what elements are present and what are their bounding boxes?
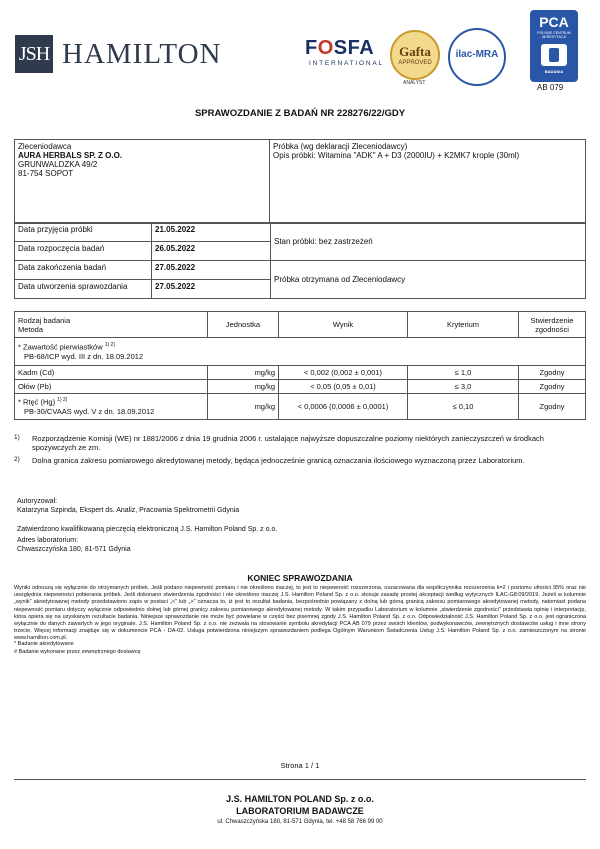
client-cell xyxy=(15,140,270,224)
group-method: PB-68/ICP wyd. III z dn. 18.09.2012 xyxy=(24,351,144,361)
header-criterion: Kryterium xyxy=(408,312,519,338)
mercury-sup: 1) 2) xyxy=(57,397,68,404)
client-sample-table xyxy=(14,139,586,224)
results-table xyxy=(14,311,586,420)
group-sup: 1) 2) xyxy=(104,342,115,349)
footnote-num: 1) xyxy=(14,434,20,441)
gafta-analyst: ANALYST xyxy=(403,80,426,86)
client-city: 81-754 SOPOT xyxy=(18,169,74,178)
row-name: Kadm (Cd) xyxy=(15,366,208,380)
group-row xyxy=(15,338,586,366)
disclaimer: Wyniki odnoszą się wyłącznie do otrzymanych próbek. Jeśli podano niepewność pomiaru i nie określono inaczej, to jest to niepewność rozszerzona, oszacowana dla współczynnika rozszerzenia k=2 i poziomu ufności 95% oraz nie uwzględnia niepewności pobierania próbek. Jeśli dokonano stwierdzenia zgodności i nie określono inaczej J.S. Hamilton Poland Sp. z o.o. stosuje zasadę prostej akceptacji według wytycznych ILAC-G8:09/2019. Jeżeli w kolumnie „wynik” akredytowanej metody przedstawiono zapis w postaci „<” lub „>” oznacza to, iż jest to rezultat badania, bezpośrednio powiązany z dolną lub górną granicą zakresu pomiarowego akredytowanej metody, natomiast podana niepewność pomiaru dotyczy wyłącznie odpowiednio dolnej lub górnej granicy zakresu pomiarowego akredytowanej metody. W takim przypadku Laboratorium w kolumnie „stwierdzenie zgodności” przedstawia opinię i interpretację, która opiera się na uzyskanym rezultacie badania. Niniejsze sprawozdanie nie może być powielane w części bez pisemnej zgody J.S. Hamilton Poland Sp. z o.o. Odpowiedzialność J.S. Hamilton Poland Sp. z o.o. jest ograniczona wyłącznie do danych zawartych w jego oryginale. J.S. Hamilton Poland Sp. z o.o. nie zezwala na stosowanie symbolu akredytacji PCA AB 079 przez swoich klientów, podwykonawców, zewnętrznych dostawców usług i inne strony trzecie. Więcej informacji znajduje się w dokumencie PCA - DA-02. Usługa potwierdzona niniejszym sprawozdaniem podlega Ogólnym Warunkom Świadczenia Usług J.S. Hamilton Poland Sp. z o.o. zamieszczonym na stronie www.hamilton.com.pl. xyxy=(14,585,586,642)
table-row xyxy=(15,380,586,394)
pca-badania: BADANIA xyxy=(544,69,564,74)
mercury-cell xyxy=(15,394,208,420)
sample-label: Próbka (wg deklaracji Zleceniodawcy) xyxy=(273,142,408,151)
pca-name: PCA xyxy=(539,14,569,30)
date-value: 26.05.2022 xyxy=(152,242,271,261)
jsh-logo: JSH xyxy=(15,35,53,73)
header-conformity xyxy=(519,312,586,338)
row-unit: mg/kg xyxy=(208,394,279,420)
header-type-line1: Rodzaj badania xyxy=(18,315,71,325)
row-conformity: Zgodny xyxy=(519,366,586,380)
fosfa-logo-f: F xyxy=(305,37,318,59)
footer-divider xyxy=(14,779,586,780)
company-logo-text: HAMILTON xyxy=(62,38,222,70)
sample-cell xyxy=(270,140,586,224)
row-conformity: Zgodny xyxy=(519,380,586,394)
gafta-approved: APPROVED xyxy=(398,60,432,66)
row-result: < 0,0006 (0,0006 ± 0,0001) xyxy=(279,394,408,420)
report-title: SPRAWOZDANIE Z BADAŃ NR 228276/22/GDY xyxy=(194,108,406,119)
header-conformity-line1: Stwierdzenie xyxy=(530,315,574,325)
dates-table xyxy=(14,222,586,299)
pca-emblem-icon xyxy=(541,44,567,66)
date-label: Data utworzenia sprawozdania xyxy=(15,280,152,299)
date-label: Data zakończenia badań xyxy=(15,261,152,280)
footnote-num: 2) xyxy=(14,456,20,463)
seal-note: Zatwierdzono kwalifikowaną pieczęcią elektroniczną J.S. Hamilton Poland Sp. z o.o. xyxy=(17,526,278,533)
row-unit: mg/kg xyxy=(208,366,279,380)
group-cell xyxy=(15,338,586,366)
authorized-label: Autoryzował: xyxy=(17,498,58,505)
table-row xyxy=(15,394,586,420)
client-label: Zleceniodawca xyxy=(18,142,72,151)
date-label: Data przyjęcia próbki xyxy=(15,223,152,242)
end-title: KONIEC SPRAWOZDANIA xyxy=(247,573,353,583)
fosfa-logo-sfa: SFA xyxy=(333,37,375,59)
pca-accreditation-logo xyxy=(530,10,578,82)
header-conformity-line2: zgodności xyxy=(535,324,569,334)
footer-company: J.S. HAMILTON POLAND Sp. z o.o. xyxy=(226,794,374,804)
pca-subtitle: POLSKIE CENTRUM AKREDYTACJI xyxy=(537,31,571,39)
date-value: 27.05.2022 xyxy=(152,261,271,280)
gafta-seal xyxy=(390,30,440,80)
authorized-person: Katarzyna Szpinda, Ekspert ds. Analiz, Pracownia Spektrometrii Gdynia xyxy=(17,507,240,514)
row-unit: mg/kg xyxy=(208,380,279,394)
footnote-text: Dolna granica zakresu pomiarowego akredytowanej metody, będąca jednocześnie granicą oznaczania ilościowego wyznaczoną przez Laboratorium. xyxy=(32,456,525,465)
row-result: < 0,002 (0,002 ± 0,001) xyxy=(279,366,408,380)
row-criterion: ≤ 0,10 xyxy=(408,394,519,420)
date-value: 21.05.2022 xyxy=(152,223,271,242)
footnote-1 xyxy=(14,434,586,452)
accreditation-number: AB 079 xyxy=(537,83,564,92)
ilac-mra-seal xyxy=(448,28,506,86)
footer-lab: LABORATORIUM BADAWCZE xyxy=(236,806,364,816)
footnote-2 xyxy=(14,456,586,465)
row-name: Ołów (Pb) xyxy=(15,380,208,394)
legend-accredited: * Badanie akredytowane xyxy=(14,641,74,647)
sample-origin: Próbka otrzymana od Zleceniodawcy xyxy=(271,261,586,299)
footer-address: ul. Chwaszczyńska 180, 81-571 Gdynia, tel. +48 58 766 99 00 xyxy=(217,819,383,825)
sample-state: Stan próbki: bez zastrzeżeń xyxy=(271,223,586,261)
fosfa-sub: INTERNATIONAL xyxy=(309,60,384,67)
fosfa-logo-o: O xyxy=(317,37,334,59)
fosfa-logo xyxy=(305,37,374,60)
results-header-row xyxy=(15,312,586,338)
header-type-line2: Metoda xyxy=(18,324,44,334)
footnote-text: Rozporządzenie Komisji (WE) nr 1881/2006 z dnia 19 grudnia 2006 r. ustalające najwyższe dopuszczalne poziomy niektórych zanieczyszczeń w środkach spożywczych ze zm. xyxy=(32,434,544,452)
row-criterion: ≤ 3,0 xyxy=(408,380,519,394)
row-result: < 0,05 (0,05 ± 0,01) xyxy=(279,380,408,394)
lab-label: Adres laboratorium: xyxy=(17,537,79,544)
table-row xyxy=(15,366,586,380)
row-criterion: ≤ 1,0 xyxy=(408,366,519,380)
row-conformity: Zgodny xyxy=(519,394,586,420)
page-number: Strona 1 / 1 xyxy=(280,761,320,770)
legend-external: # Badanie wykonane przez zewnętrznego dostawcę xyxy=(14,649,141,655)
mercury-method: PB-30/CVAAS wyd. V z dn. 18.09.2012 xyxy=(24,406,155,416)
gafta-name: Gafta xyxy=(399,44,431,59)
ilac-mra-text: ilac-MRA xyxy=(455,49,499,60)
date-label: Data rozpoczęcia badań xyxy=(15,242,152,261)
header-type xyxy=(15,312,208,338)
group-title: * Zawartość pierwiastków xyxy=(18,342,103,352)
header-unit: Jednostka xyxy=(208,312,279,338)
header-result: Wynik xyxy=(279,312,408,338)
date-value: 27.05.2022 xyxy=(152,280,271,299)
mercury-name: * Rtęć (Hg) xyxy=(18,397,56,407)
lab-address: Chwaszczyńska 180, 81-571 Gdynia xyxy=(17,546,131,553)
client-name: AURA HERBALS SP. Z O.O. xyxy=(18,151,123,160)
client-street: GRUNWALDZKA 49/2 xyxy=(18,160,98,169)
sample-description: Opis próbki: Witamina "ADK" A + D3 (2000IU) + K2MK7 krople (30ml) xyxy=(273,151,520,160)
